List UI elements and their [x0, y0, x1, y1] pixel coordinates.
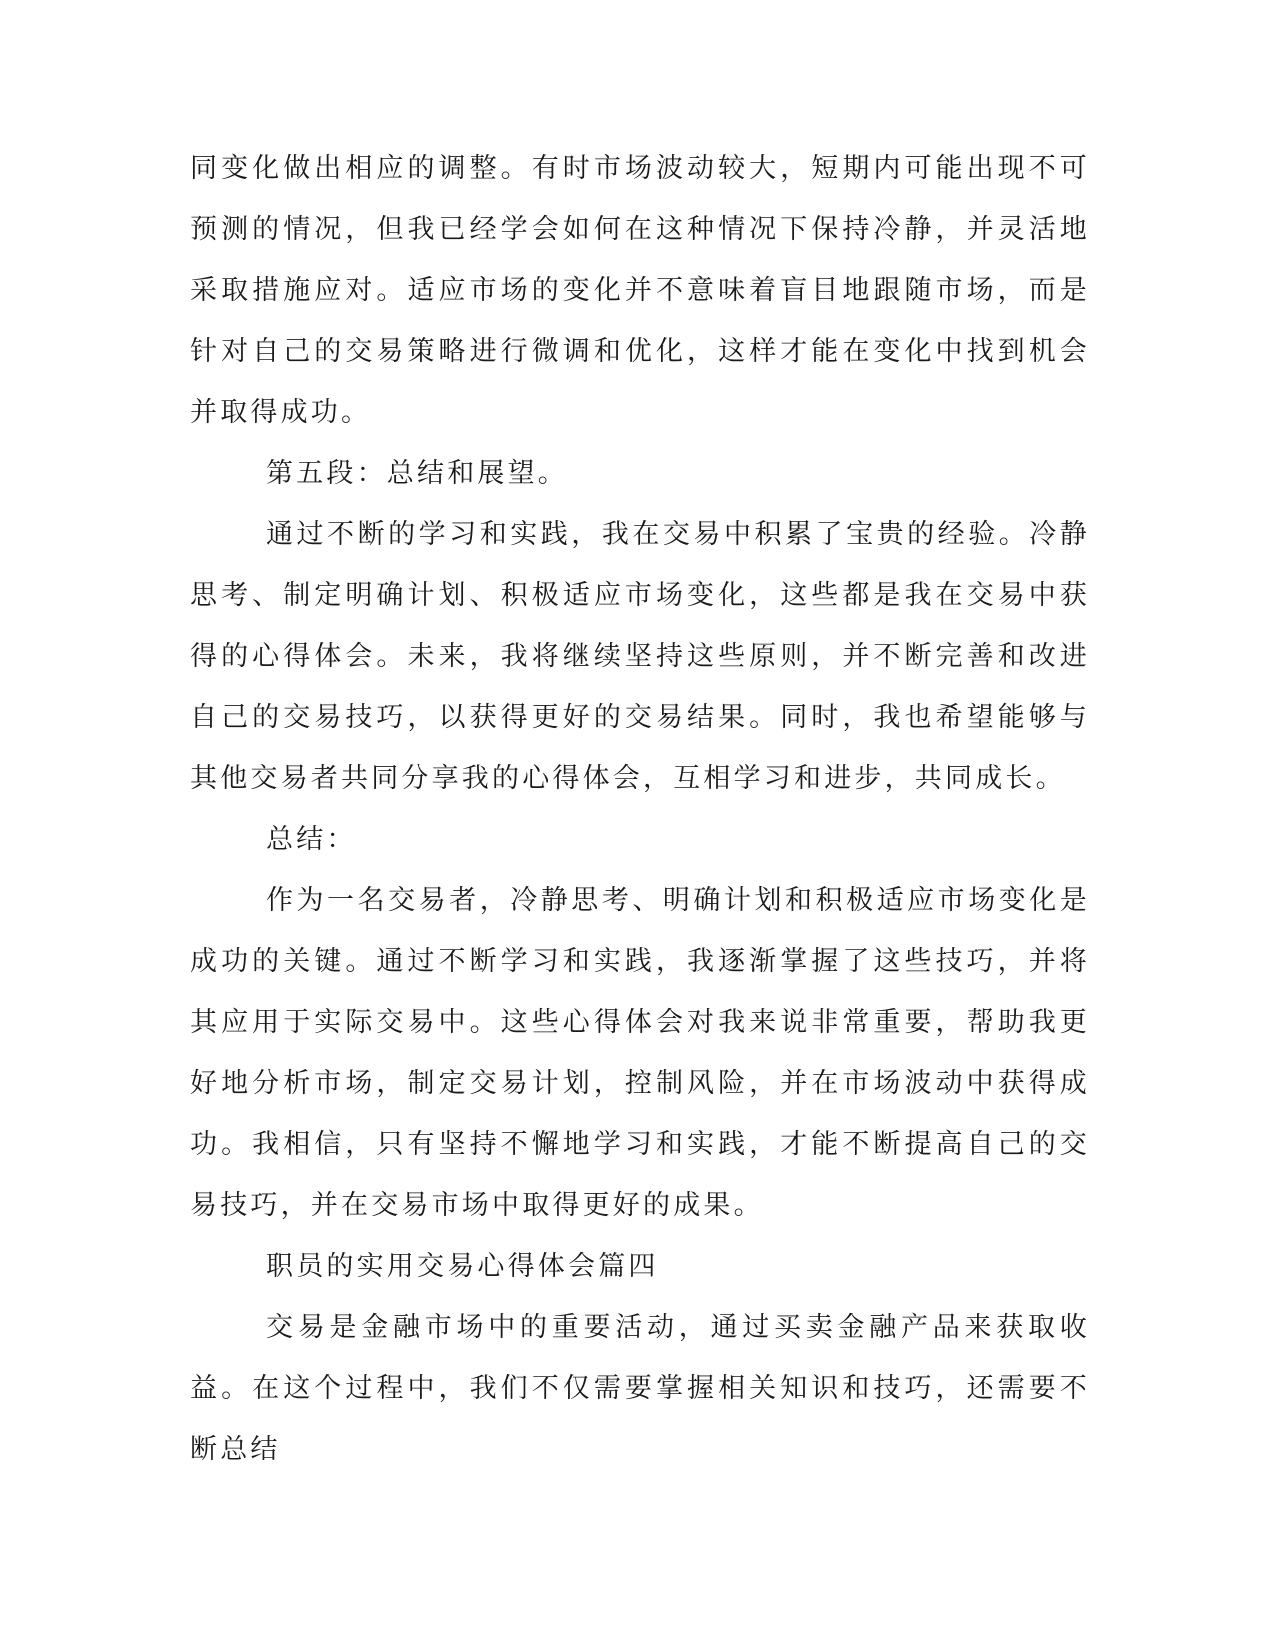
- paragraph-conclusion: 作为一名交易者，冷静思考、明确计划和积极适应市场变化是成功的关键。通过不断学习和实践，我逐渐掌握了这些技巧，并将其应用于实际交易中。这些心得体会对我来说非常重要，帮助我更好地分析市场，制定交易计划，控制风险，并在市场波动中获得成功。我相信，只有坚持不懈地学习和实践，才能不断提高自己的交易技巧，并在交易市场中取得更好的成果。: [190, 885, 1090, 1221]
- paragraph-continuation: 同变化做出相应的调整。有时市场波动较大，短期内可能出现不可预测的情况，但我已经学会如何在这种情况下保持冷静，并灵活地采取措施应对。适应市场的变化并不意味着盲目地跟随市场，而是针对自己的交易策略进行微调和优化，这样才能在变化中找到机会并取得成功。: [190, 153, 1090, 428]
- section-heading-five: 第五段：总结和展望。: [266, 458, 568, 489]
- document-body: [190, 138, 1090, 1480]
- paragraph-summary-outlook: 通过不断的学习和实践，我在交易中积累了宝贵的经验。冷静思考、制定明确计划、积极适应市场变化，这些都是我在交易中获得的心得体会。未来，我将继续坚持这些原则，并不断完善和改进自己的交易技巧，以获得更好的交易结果。同时，我也希望能够与其他交易者共同分享我的心得体会，互相学习和进步，共同成长。: [190, 519, 1090, 794]
- paragraph-part-four-intro: 交易是金融市场中的重要活动，通过买卖金融产品来获取收益。在这个过程中，我们不仅需要掌握相关知识和技巧，还需要不断总结: [190, 1312, 1090, 1465]
- article-title-part-four: 职员的实用交易心得体会篇四: [266, 1251, 659, 1282]
- section-heading-conclusion: 总结：: [266, 824, 357, 855]
